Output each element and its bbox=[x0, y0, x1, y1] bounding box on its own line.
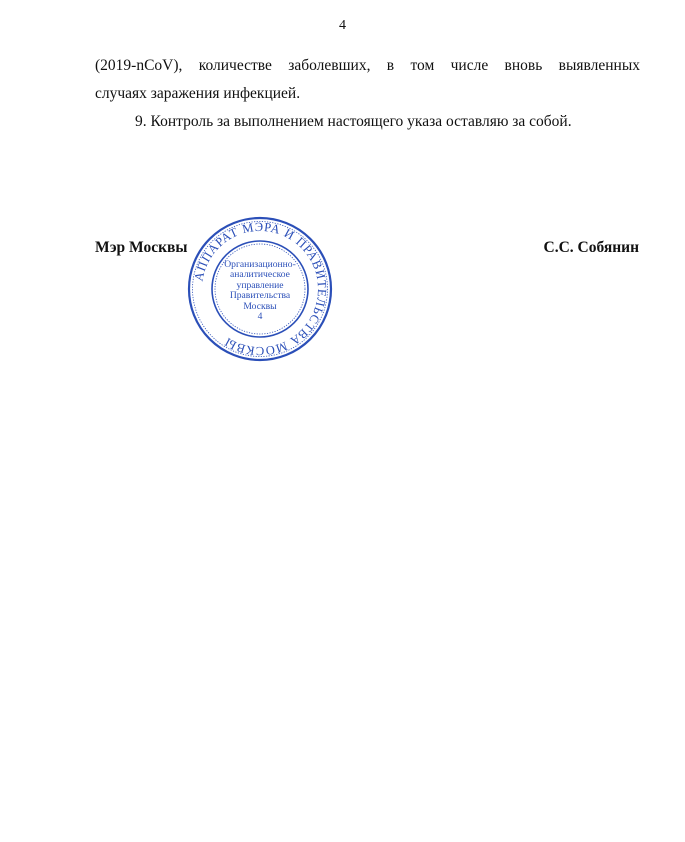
signature-title: Мэр Москвы bbox=[95, 239, 188, 256]
stamp-inner-line: Москвы bbox=[243, 300, 277, 312]
stamp-inner-line: 4 bbox=[257, 311, 263, 323]
paragraph-line-2: случаях заражения инфекцией. bbox=[95, 85, 301, 102]
paragraph-line-1-text: (2019-nCoV), количестве заболевших, в том числе вновь выявленных bbox=[95, 57, 640, 74]
signature-name: С.С. Собянин bbox=[543, 239, 639, 256]
stamp-inner-line: аналитическое bbox=[230, 269, 290, 281]
stamp-inner-line: управление bbox=[236, 279, 284, 291]
paragraph-9: 9. Контроль за выполнением настоящего указа оставляю за собой. bbox=[135, 113, 572, 130]
stamp-inner-line: Правительства bbox=[229, 290, 291, 302]
stamp-ring-text: АППАРАТ МЭРА И ПРАВИТЕЛЬСТВА МОСКВЫ bbox=[191, 219, 330, 359]
page-number: 4 bbox=[339, 18, 346, 33]
stamp-inner-line: Организационно- bbox=[224, 259, 296, 270]
official-stamp bbox=[185, 214, 335, 364]
paragraph-line-1 bbox=[95, 52, 640, 80]
stamp-inner-text bbox=[219, 260, 301, 322]
